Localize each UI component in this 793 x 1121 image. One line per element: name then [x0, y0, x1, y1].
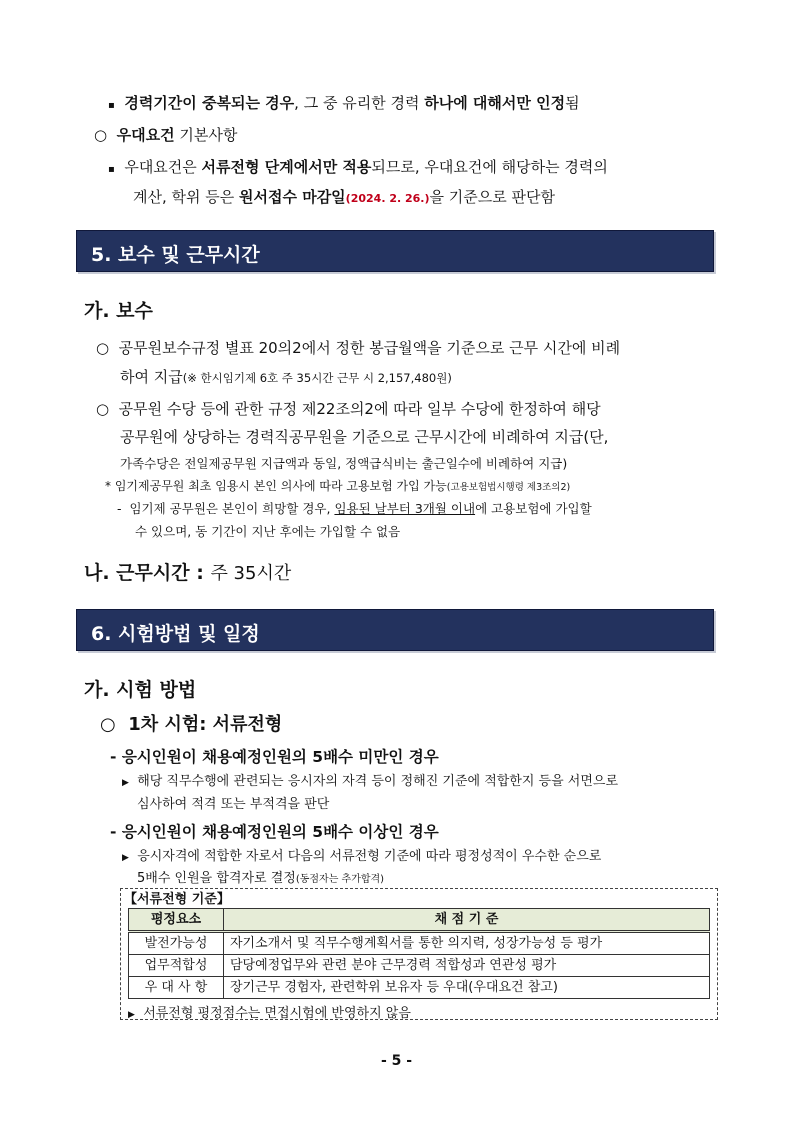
exam-method-heading: 가. 시험 방법: [84, 679, 197, 701]
section-6-title: 6. 시험방법 및 일정: [91, 623, 260, 645]
criteria-label: 【서류전형 기준】: [124, 892, 230, 907]
triangle-bullet-icon: ▶: [122, 853, 129, 863]
table-row: [129, 955, 710, 977]
square-bullet-icon: ▪: [108, 164, 115, 175]
insurance-sub-line1: - 임기제 공무원은 본인이 희망할 경우, 임용된 날부터 3개월 이내에 고용보험에 가입할: [117, 501, 592, 516]
case1-line2: 심사하여 적격 또는 부적격을 판단: [137, 797, 330, 812]
circle-bullet-icon: ○: [100, 714, 116, 735]
pay-paragraph-2-line3: 가족수당은 전일제공무원 지급액과 동일, 정액급식비는 출근일수에 비례하여 지급): [120, 456, 568, 471]
stage1-heading: ○ 1차 시험: 서류전형: [100, 714, 283, 735]
section-5-title: 5. 보수 및 근무시간: [91, 244, 260, 266]
circle-bullet-icon: ○: [96, 400, 110, 418]
circle-bullet-icon: ○: [96, 339, 110, 357]
table-cell-factor: 우 대 사 항: [129, 977, 224, 999]
employment-insurance-note: * 임기제공무원 최초 임용시 본인 의사에 따라 고용보험 가입 가능(고용보험법시행령 제3조의2): [105, 479, 571, 493]
experience-overlap-bullet: ▪ 경력기간이 중복되는 경우, 그 중 유리한 경력 하나에 대해서만 인정됨: [108, 94, 580, 112]
table-header-criteria: 채 점 기 준: [224, 909, 710, 932]
case2-line2: 5배수 인원을 합격자로 결정(동점자는 추가합격): [137, 871, 385, 886]
square-bullet-icon: ▪: [108, 100, 115, 111]
pay-paragraph-1-line1: ○ 공무원보수규정 별표 20의2에서 정한 봉급월액을 기준으로 근무 시간에 비례: [96, 339, 621, 357]
triangle-bullet-icon: ▶: [122, 778, 129, 788]
table-cell-desc: 자기소개서 및 직무수행계획서를 통한 의지력, 성장가능성 등 평가: [224, 932, 710, 955]
pay-heading: 가. 보수: [84, 300, 153, 322]
preference-bullet-line2: 계산, 학위 등은 원서접수 마감일(2024. 2. 26.)을 기준으로 판단함: [133, 188, 555, 206]
pay-paragraph-2-line1: ○ 공무원 수당 등에 관한 규정 제22조의2에 따라 일부 수당에 한정하여 해당: [96, 400, 601, 418]
insurance-sub-line2: 수 있으며, 동 기간이 지난 후에는 가입할 수 없음: [135, 524, 401, 539]
section-5-header: [76, 230, 714, 272]
table-cell-factor: 업무적합성: [129, 955, 224, 977]
section-6-header: [76, 609, 714, 651]
preference-bullet-line1: ▪ 우대요건은 서류전형 단계에서만 적용되므로, 우대요건에 해당하는 경력의: [108, 158, 608, 176]
case2-line1: ▶ 응시자격에 적합한 자로서 다음의 서류전형 기준에 따라 평정성적이 우수한 순으로: [122, 849, 602, 864]
preference-heading: ○ 우대요건 기본사항: [94, 126, 238, 144]
case2-title: - 응시인원이 채용예정인원의 5배수 이상인 경우: [110, 823, 439, 841]
table-row: [129, 932, 710, 955]
circle-bullet-icon: ○: [94, 126, 108, 144]
criteria-footnote: ▶ 서류전형 평정점수는 면접시험에 반영하지 않음: [128, 1006, 411, 1021]
criteria-table: [128, 908, 710, 999]
table-cell-desc: 장기근무 경험자, 관련학위 보유자 등 우대(우대요건 참고): [224, 977, 710, 999]
pay-paragraph-1-line2: 하여 지급(※ 한시임기제 6호 주 35시간 근무 시 2,157,480원): [120, 368, 452, 386]
working-hours: 나. 근무시간 : 주 35시간: [84, 562, 292, 584]
table-header-factor: 평정요소: [129, 909, 224, 932]
table-row: [129, 977, 710, 999]
page-number: - 5 -: [380, 1053, 413, 1069]
table-header-row: [129, 909, 710, 932]
case1-title: - 응시인원이 채용예정인원의 5배수 미만인 경우: [110, 748, 439, 766]
triangle-bullet-icon: ▶: [128, 1010, 135, 1020]
asterisk-icon: *: [105, 479, 111, 493]
deadline-date: (2024. 2. 26.): [345, 192, 430, 205]
case1-line1: ▶ 해당 직무수행에 관련되는 응시자의 자격 등이 정해진 기준에 적합한지 등을 서면으로: [122, 774, 619, 789]
table-cell-desc: 담당예정업무와 관련 분야 근무경력 적합성과 연관성 평가: [224, 955, 710, 977]
pay-paragraph-2-line2: 공무원에 상당하는 경력직공무원을 기준으로 근무시간에 비례하여 지급(단,: [120, 428, 609, 446]
table-cell-factor: 발전가능성: [129, 932, 224, 955]
